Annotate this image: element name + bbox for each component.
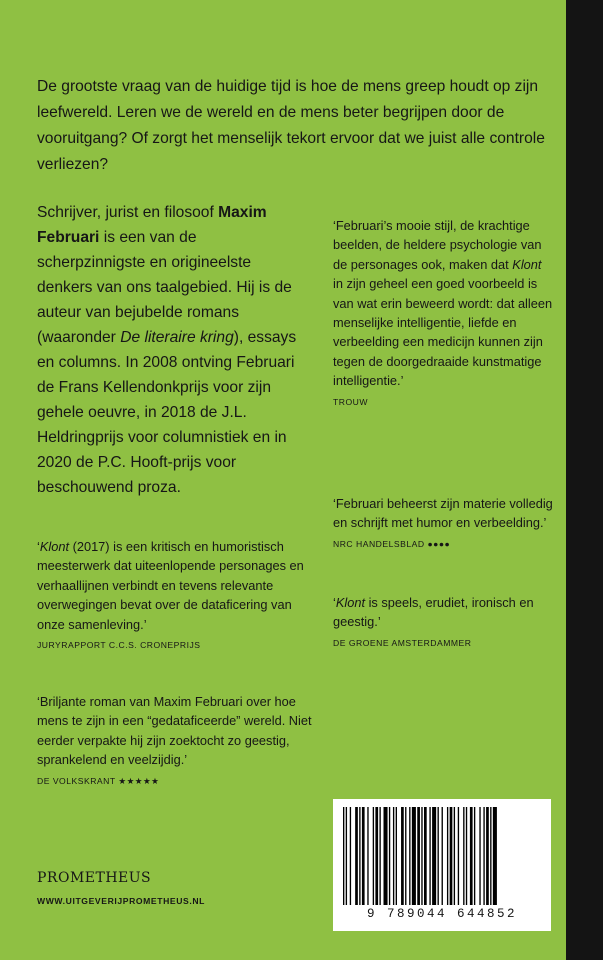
quote-text-2: in zijn geheel een goed voorbeeld is van wat erin beweerd wordt: dat alleen menselijke intelligentie, liefde en verbeelding een medicijn kunnen zijn tegen de doorgedraaide kunstmatige intelligentie.’ [333,276,553,389]
quote-source-line [37,773,312,789]
spine [566,0,603,960]
quote-nrc [333,494,553,552]
quote-source: DE GROENE AMSTERDAMMER [333,637,472,648]
bio-part-3: ), essays en columns. In 2008 ontving Februari de Frans Kellendonkprijs voor zijn gehele oeuvre, in 2018 de J.L. Heldringprijs voor columnistiek en in 2020 de P.C. Hooft-prijs voor beschouwend proza. [37,329,297,496]
bio-part-1: Schrijver, jurist en filosoof [37,204,219,221]
author-name: Maxim Februari [37,204,267,246]
quote-open: ‘ [37,539,40,554]
intro-text: De grootste vraag van de huidige tijd is hoe de mens greep houdt op zijn leefwereld. Leren we de wereld en de mens beter begrijpen door de vooruitgang? Of zorgt het menselijk tekort ervoor dat we juist alle controle verliezen? [37,78,545,173]
quote-text: ‘Februari beheerst zijn materie volledig en schrijft met humor en verbeelding.’ [333,496,553,531]
quote-trouw [333,216,553,410]
dot-rating: ●●●● [427,538,451,549]
quote-source: TROUW [333,396,368,407]
author-bio [37,200,307,500]
book-title-literaire-kring: De literaire kring [120,329,234,346]
quote-source-line [333,536,553,552]
quote-groene [333,593,553,651]
bio-part-2: is een van de scherpzinnigste en origineelste denkers van ons taalgebied. Hij is de auteur van bejubelde romans (waaronder [37,229,292,346]
quote-jury [37,537,312,653]
quote-text-1: ‘Februari’s mooie stijl, de krachtige beelden, de heldere psychologie van de personages ook, maken dat [333,218,542,272]
quote-source: NRC HANDELSBLAD [333,538,425,549]
quote-source: DE VOLKSKRANT [37,775,116,786]
star-rating: ★★★★★ [118,775,160,786]
book-title-klont: Klont [335,595,366,610]
isbn-number: 9 789044 644852 [366,907,518,921]
publisher-logo: PROMETHEUS [37,870,152,886]
quote-source: JURYRAPPORT C.C.S. CRONEPRIJS [37,640,201,651]
book-title-klont: Klont [39,539,70,554]
quote-text: ‘Briljante roman van Maxim Februari over hoe mens te zijn in een “gedataficeerde” wereld. Niet eerder verpakte hij zijn zoektocht zo geestig, sprankelend en veelzijdig.’ [37,694,312,768]
quote-text: is speels, erudiet, ironisch en geestig.’ [333,595,534,630]
quote-open: ‘ [333,595,336,610]
publisher-url[interactable]: WWW.UITGEVERIJPROMETHEUS.NL [37,896,206,906]
barcode-icon [343,807,541,905]
quote-text: (2017) is een kritisch en humoristisch meesterwerk dat uiteenlopende personages en verhaallijnen verbindt en tevens relevante overwegingen bevat over de dataficering van onze samenleving.’ [37,539,304,632]
quote-volkskrant [37,692,312,789]
barcode [333,799,551,931]
book-title-klont: Klont [512,256,542,272]
